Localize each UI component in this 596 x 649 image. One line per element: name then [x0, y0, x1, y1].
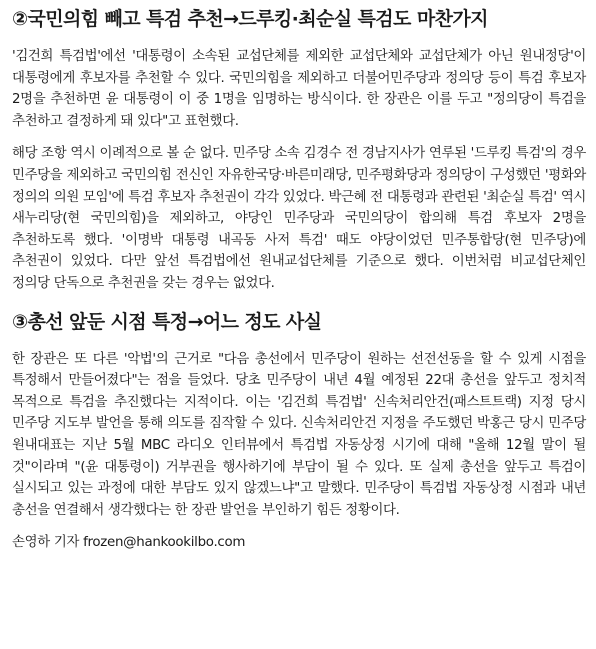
- paragraph: '김건희 특검법'에선 '대통령이 소속된 교섭단체를 제외한 교섭단체와 교섭단체가 아닌 원내정당'이 대통령에게 후보자를 추천할 수 있다. 국민의힘을 제외하고 더불어민주당과 정의당 등이 특검 후보자 2명을 추천하면 윤 대통령이 이 중 1명을 임명하는 방식이다. 한 장관은 이를 두고 "정의당이 특검을 추천하고 결정하게 돼 있다"고 표현했다.: [12, 49, 586, 129]
- section-heading-3: ③총선 앞둔 시점 특정→어느 정도 사실: [12, 310, 322, 333]
- paragraph: 한 장관은 또 다른 '악법'의 근거로 "다음 총선에서 민주당이 원하는 선전선동을 할 수 있게 시점을 특정해서 만들어졌다"는 점을 들었다. 당초 민주당이 내년 4월 예정된 22대 총선을 앞두고 정치적 목적으로 특검을 추진했다는 지적이다. 이는 '김건희 특검법' 신속처리안건(패스트트랙) 지정 당시 민주당 지도부 발언을 통해 의도를 짐작할 수 있다. 신속처리안건 지정을 주도했던 박홍근 당시 민주당 원내대표는 지난 5월 MBC 라디오 인터뷰에서 특검법 자동상정 시기에 대해 "올해 12월 말이 될 것"이라며 "(윤 대통령이) 거부권을 행사하기에 부담이 될 수 있다. 또 실제 총선을 앞두고 특검이 실시되고 있는 과정에 대한 부담도 있지 않겠느냐"고 말했다. 민주당이 특검법 자동상정 시점과 내년 총선을 연결해서 생각했다는 한 장관 발언을 부인하기 힘든 정황이다.: [12, 351, 586, 518]
- paragraph: 해당 조항 역시 이례적으로 볼 순 없다. 민주당 소속 김경수 전 경남지사가 연루된 '드루킹 특검'의 경우 민주당을 제외하고 국민의힘 전신인 자유한국당·바른미래당, 민주평화당과 정의당이 구성했던 '평화와 정의의 의원 모임'에 특검 후보자 추천권이 각각 있었다. 박근혜 전 대통령과 관련된 '최순실 특검' 역시 새누리당(현 국민의힘)을 제외하고, 야당인 민주당과 국민의당이 합의해 특검 후보자 2명을 추천하도록 했다. '이명박 대통령 내곡동 사저 특검' 때도 야당이었던 민주통합당(현 민주당)에 추천권이 있었다. 다만 앞선 특검법에선 원내교섭단체를 기준으로 했다. 이번처럼 비교섭단체인 정의당 단독으로 추천권을 갖는 경우는 없었다.: [12, 146, 586, 291]
- article-body: [12, 6, 586, 553]
- section-heading-2: ②국민의힘 빼고 특검 추천→드루킹·최순실 특검도 마찬가지: [12, 8, 488, 30]
- byline: 손영하 기자 frozen@hankookilbo.com: [12, 535, 246, 551]
